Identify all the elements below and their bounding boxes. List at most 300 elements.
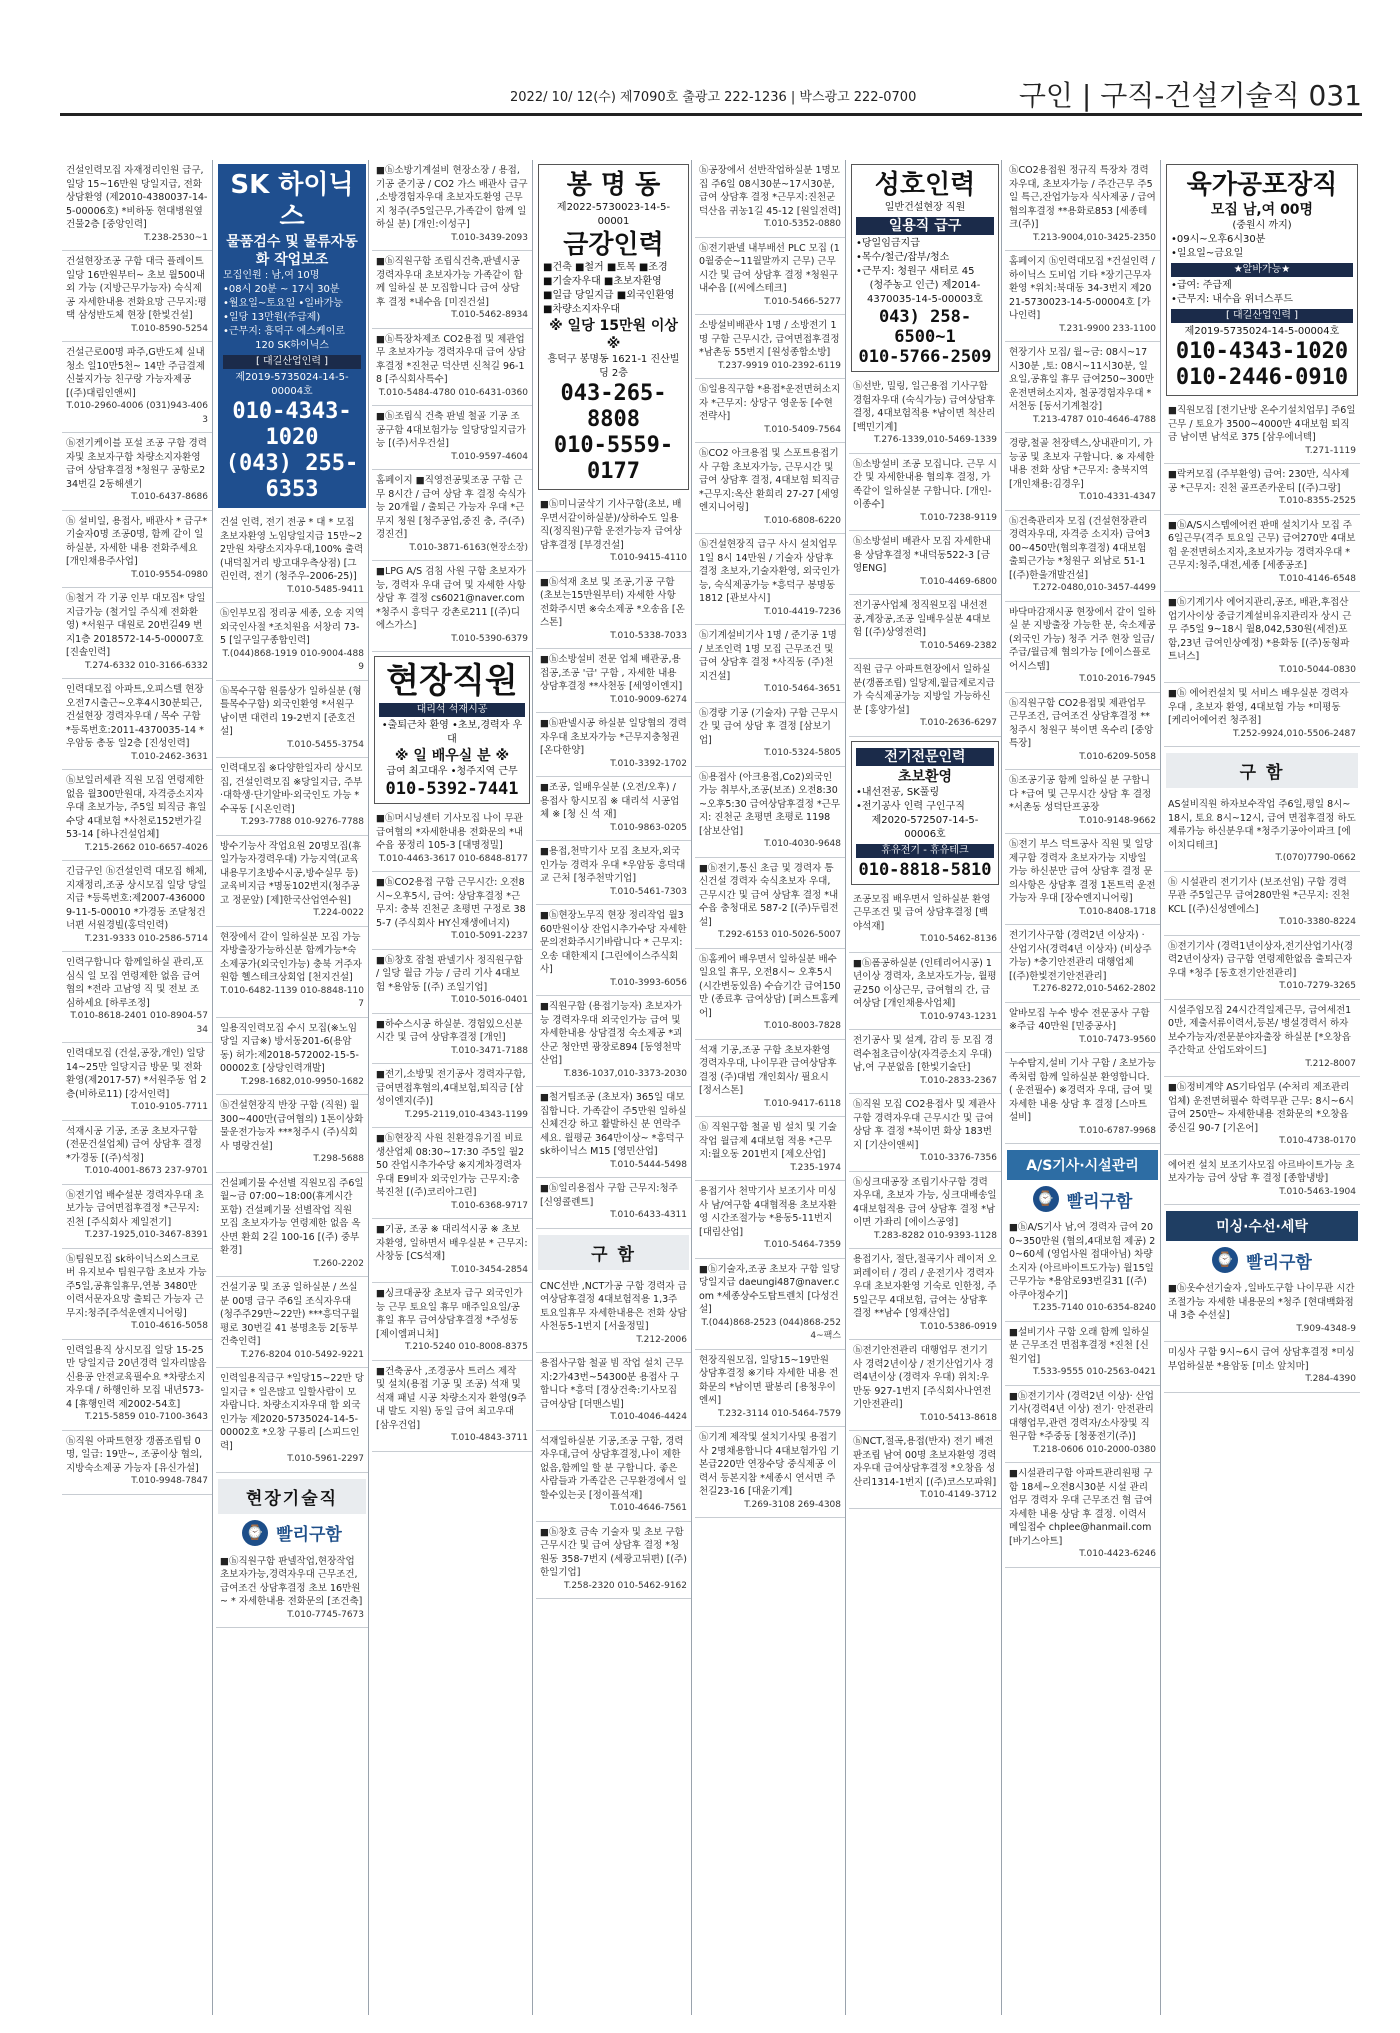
ad-phone: T.010-5455-3754 xyxy=(287,739,364,750)
ad-phone: T.010-8408-1718 xyxy=(1079,906,1156,917)
section-job-wanted: 구 함 xyxy=(1166,753,1358,788)
ad-text: ⓗ전기기사 (경력1년이상자,전기산업기사(경력2년이상자) 급구함 연령제한없음 출퇴근자우대 *청주 [동호전기안전관리] xyxy=(1168,940,1354,979)
classified-ad xyxy=(1005,1217,1160,1322)
ad-phone: T.010-3454-2854 xyxy=(451,1264,528,1275)
classified-ad xyxy=(62,770,212,861)
sk-line: •근무지: 흥덕구 에스케이로 xyxy=(223,326,345,337)
classified-ad xyxy=(695,160,845,238)
ad-phone: T.010-7745-7673 xyxy=(287,1609,364,1620)
classified-ad xyxy=(372,1014,532,1065)
ygp-phone-1: 010-4343-1020 xyxy=(1175,339,1349,364)
ad-phone: T.235-1974 xyxy=(790,1162,841,1173)
ygp-line: (중원시 까지) xyxy=(1232,220,1292,231)
classified-ad xyxy=(372,1361,532,1452)
classified-ad xyxy=(695,1350,845,1428)
seongho-line: •근무지: 청원구 새터로 45 xyxy=(856,266,975,277)
ad-text: ■ⓗ현장직 사원 친환경유기질 비료생산업체 08:30~17:30 주5일 월250 잔업시추가수당 ※지게차경력자우대 E9비자 외국인가능 근무지:충북진천 [(주)코리아그린] xyxy=(376,1133,525,1198)
ad-phone: T.271-1119 xyxy=(1305,445,1356,456)
ad-text: 소방설비배관사 1명 / 소방전기 1명 구함 근무시간, 급여면접후결정 *남촌동 55번지 [원성종합소방] xyxy=(699,320,840,358)
ad-phone: T.010-5469-2382 xyxy=(920,640,997,651)
sk-agency: [ 대길산업인력 ] xyxy=(223,355,361,369)
ad-phone: T.010-8355-2525 xyxy=(1279,496,1356,506)
ad-phone: T.010-5409-7564 xyxy=(764,424,841,435)
classified-ad xyxy=(695,703,845,767)
classified-ad xyxy=(1005,160,1160,251)
ad-text: ■ⓗ전기,통신 초급 및 경력자 통신건설 경력자 숙식초보자 우대, 근무시간 및 급여 상담후 결정 *내수읍 충청대로 587-2 [(주)두림전설] xyxy=(699,862,839,928)
ad-text: 인력대모집 (건설,공장,개인) 일당14~25만 일당지급 방문 및 전화 환영(제2017-57) *서원주동 업 2층(비하로11) [강서인력] xyxy=(66,1048,207,1100)
ad-text: ■ⓗ기술자,조공 초보자 구함 일당 당일지급 daeungi487@naver.com *세종상수도탑트렌치 [다성건설] xyxy=(699,1263,840,1315)
ad-phone: T.010-9105-7711 xyxy=(131,1102,208,1112)
ad-phone: T.295-2119,010-4343-1199 xyxy=(405,1109,528,1120)
ad-text: ⓗ건설현장직 급구 사시 설치업무 1일 8시 14만원 / 기술자 상담후결정 초보자,기술자환영, 외국인가능, 숙식제공가능 *흥덕구 봉명동 1812 [관보사시] xyxy=(699,539,840,604)
ad-phone: T.010-9148-9662 xyxy=(1079,815,1156,826)
ad-phone: T.010-4646-7561 xyxy=(610,1503,687,1513)
ad-text: ■용접,천막기사 모집 초보자,외국인가능 경력자 우대 *우암동 흥덕대교 근처 [청주천막기업] xyxy=(540,846,686,884)
bmd-phone-1: 043-265-8808 xyxy=(560,381,667,432)
ad-text: ⓗ전기 부스 덕트공사 직원 및 일당제구함 경력자 초보자가능 지방일 가능 하신분만 급여 상담후 결정 문의사항은 상담후 결정 1톤트럭 운전가능자 우대 [장수엔지니어링] xyxy=(1009,839,1156,904)
ad-text: 석재일하실분 기공,조공 구함, 경력자우대,급여 상담후결정,나이 제한없음,함께일 할 분 구합니다. 좋은 사람들과 가족같은 근무환경에서 일 할수있는곳 [정이플석재] xyxy=(540,1435,687,1501)
ad-text: ⓗ전기안전관리 대행업무 전기기사 경력2년이상 / 전기산업기사 경력4년이상 (경력자 우대) 위치:우만동 927-1번지 [주식회사나연전기안전관리] xyxy=(853,1345,994,1410)
ygp-brand: 육가공포장직 xyxy=(1186,170,1338,200)
classified-ad xyxy=(62,1431,212,1495)
ad-text: 현장직원모집, 일당15~19만원 상담후결정 ※기타 자세한 내용 전화문의 *남이면 팔봉리 [용청우이엔씨] xyxy=(699,1354,839,1406)
classified-ad xyxy=(849,1094,1001,1172)
elec-reg: 제2020-572507-14-5-00006호 xyxy=(871,814,979,840)
ad-text: ⓗ건설현장직 반장 구함 (직원) 월300~400만(급여협의) 1톤이상화물운전가능자 ***청주시 (주)식회사 명랑건설] xyxy=(220,1100,364,1152)
classified-ad xyxy=(372,1219,532,1283)
ad-phone: T.276-8272,010-5462-2802 xyxy=(1033,984,1156,994)
sk-line: •월요일~토요일 •일바가능 xyxy=(223,298,343,309)
ad-phone: T.010-5464-3651 xyxy=(764,684,841,694)
ad-phone: T.010-3439-2093 xyxy=(451,232,528,243)
ad-text: ■하수스시공 하실분. 경험있으신분 시간 및 급여 상담후결정 [개인] xyxy=(376,1018,523,1043)
sk-line: •08시 20분 ~ 17시 30분 xyxy=(223,284,340,295)
classified-ad xyxy=(1164,1077,1360,1155)
ad-phone: T.010-2462-3631 xyxy=(131,751,208,762)
ad-phone: T.218-0606 010-2000-0380 xyxy=(1033,1444,1156,1455)
ad-text: 전기공사 및 설계, 감리 등 모집 경력수첩초급이상(자격증소지 우대) 남,여 구분없음 [한빛기술단] xyxy=(853,1035,994,1073)
classified-ad xyxy=(1164,1155,1360,1206)
ad-text: 바닥마감재시공 현장에서 같이 일하실 분 지방출장 가능한 분, 숙소제공 (외국인 가능) 청주 거주 현장 일급/주급/월급제 협의가능 [에이스플로어시스템] xyxy=(1009,606,1156,672)
hurry-icon: ⌚ xyxy=(1033,1186,1059,1212)
classified-ad xyxy=(1005,342,1160,433)
ad-phone: T.010-4046-4424 xyxy=(610,1412,687,1422)
ad-text: ■ⓗ머시닝센터 기사모집 나이 무관 급여협의 *자세한내용 전화문의 *내수읍 풍정리 105-3 [대명정밀] xyxy=(376,813,524,851)
ad-text: 일용직인력모집 수시 모집(※노임당일 지급※) 방서동201-6(용암동) 허가:제2018-572002-15-5-00002호 [상당인력개발] xyxy=(220,1022,359,1074)
ad-phone: T.010-6433-4311 xyxy=(610,1210,687,1220)
ad-text: 건설인력모집 자재정리인원 급구, 일당 15~16만원 당일지급, 전화상담환영 (제2010-4380037-14-5-00006호) *비하동 현대병원옆 건물2층 [중앙인력] xyxy=(66,165,208,230)
ad-phone: T.274-6332 010-3166-6332 xyxy=(85,660,208,671)
ad-phone: T.010-6437-8686 xyxy=(131,492,208,502)
ad-phone: T.237-1925,010-3467-8391 xyxy=(85,1230,208,1240)
ad-text: ⓗ소방설비 조공 모집니다. 근무 시간 및 자세한내용 협의후 결정, 가족같이 일하실분 구합니다. [개인-이종수] xyxy=(853,458,997,510)
ad-text: ■ⓗ직원구함 판넬작업,현장작업 초보자가능,경력자우대 근무조건,급여조건 상담후결정 초보 16만원~ * 자세한내용 전화문의 [조건축] xyxy=(220,1555,363,1607)
ad-text: ⓗ직원구함 CO2용접및 제관업무 근무조건, 급여조건 상담후결정 ** 청주시 청원구 북이면 옥수리 [중앙특장] xyxy=(1009,697,1154,749)
ad-phone: T.010-5016-0401 xyxy=(451,995,528,1005)
classified-ad xyxy=(536,1431,691,1522)
ad-phone: T.(070)7790-0662 xyxy=(1275,853,1356,863)
ad-phone: T.010-4331-4347 xyxy=(1079,492,1156,502)
classified-ad xyxy=(695,379,845,443)
classified-ad xyxy=(62,679,212,770)
bmd-line: ■건축 ■철거 ■토목 ■조경 xyxy=(543,262,668,273)
classified-ad xyxy=(1164,592,1360,683)
ygp-line: •일요일~금요일 xyxy=(1171,248,1244,259)
ad-phone: T.010-5464-7359 xyxy=(764,1240,841,1250)
ad-phone: T.010-5444-5498 xyxy=(610,1159,687,1170)
bmd-line: ■차량소지자우대 xyxy=(543,304,621,315)
ad-text: ■직원구함 (용접기능자) 초보자가능 경력자우대 외국인가능 급여 및 자세한내용 상담결정 숙소제공 *괴산군 청안면 광장로894 [동영천막산업] xyxy=(540,1001,683,1066)
sk-line: 120 SK하이닉스 xyxy=(255,340,329,351)
ad-text: 인력구합니다 함께일하실 관리,포심식 일 모집 연령제한 없음 급여협의 *전라 고남영 직 및 전보 조심하세요 [하루조정] xyxy=(66,957,204,1009)
classified-ad xyxy=(372,160,532,251)
ad-phone: T.293-7788 010-9276-7788 xyxy=(241,817,364,827)
ad-text: CNC선반 ,NCT가공 구함 경력자 급여상담후결정 4대보험적용 1,3주 토요일휴무 자세한내용은 전화 상담 사천동5-1번지 [서울정밀] xyxy=(540,1280,687,1332)
ad-phone: T.010-6482-1139 010-8848-1107 xyxy=(220,985,364,1009)
ad-phone: T.010-5324-5805 xyxy=(764,748,841,758)
classified-ad xyxy=(1005,834,1160,925)
ad-text: ■ⓗ일리용접사 구함 근무지:청주 [신영콜렌트] xyxy=(540,1183,678,1208)
ad-phone: T.010-8003-7828 xyxy=(764,1021,841,1031)
ad-text: ■ⓗA/S시스템에어컨 판매 설치기사 모집 주6일근무(격주 토요일 근무) 급여270만 4대보험 운전면허소지자,초보자가능 경력자우대 *근무지:청주,대전,세종 [세종공조] xyxy=(1168,519,1356,571)
site-staff-title: 현장직원 xyxy=(386,661,518,701)
sk-reg: 제2019-5735024-14-5-00004호 xyxy=(235,372,349,397)
ad-text: ⓗ전기케이블 포설 조공 구함 경력자및 초보자구함 차량소지자환영 급여 상담후결정 *청원구 공항로234번길 2동해센기 xyxy=(66,438,207,490)
classified-ad xyxy=(695,625,845,703)
ad-phone: T.231-9900 233-1100 xyxy=(1059,323,1156,334)
ad-phone: T.260-2202 xyxy=(313,1258,364,1269)
classified-ad xyxy=(372,872,532,950)
ad-phone: T.238-2530~1 xyxy=(144,232,208,243)
classified-ad xyxy=(1005,1386,1160,1464)
ad-phone: T.010-8618-2401 010-8904-5734 xyxy=(70,1011,208,1035)
classified-ad xyxy=(695,1117,845,1181)
ad-phone: T.010-3871-6163(현장소장) xyxy=(409,542,528,553)
classified-ad xyxy=(62,433,212,511)
ad-phone: T.010-4738-0170 xyxy=(1279,1136,1356,1146)
ad-phone: T.010-7473-9560 xyxy=(1079,1034,1156,1045)
elec-brand: 휴유전기 - 휴유테크 xyxy=(856,844,994,858)
ad-phone: T.272-0480,010-3457-4499 xyxy=(1033,583,1156,593)
classified-ad xyxy=(1164,515,1360,593)
ad-text: ⓗ전기업 배수설분 경력자우대 초보가능 급여면접후결정 *근무지:진천 [주식회사 제일전기] xyxy=(66,1189,204,1228)
ad-phone: T.533-9555 010-2563-0421 xyxy=(1033,1367,1156,1377)
classified-ad xyxy=(849,889,1001,953)
ad-phone: T.283-8282 010-9393-1128 xyxy=(874,1230,997,1241)
ad-text: ■ⓗA/S기사 남,여 경력자 급여 200~350만원 (협의,4대보험 제공) 20~60세 (영업사원 접대아님) 차량소지자 (아르바이트도가능) 월15일 근무가능 *용암로93번길31 [(주)아쿠아정수기] xyxy=(1009,1222,1156,1301)
seongho-line: •목수/철근/잡부/청소 xyxy=(856,252,950,263)
classified-ad xyxy=(536,841,691,905)
classified-ad xyxy=(62,1043,212,1121)
classified-ad xyxy=(62,251,212,342)
ad-text: 건설현장조공 구함 대극 플레이트 일당 16만원부터~ 초보 월500내외 가능 (지방근무가능자) 숙식제공 자세한내용 전화요망 근무지:평택 삼성반도체 현장 [한빛건설] xyxy=(66,256,207,321)
sk-hynix-box-ad xyxy=(218,164,366,508)
ad-text: ■전기,소방및 전기공사 경력자구함, 급여면접후협의,4대보험,퇴직금 [삼성이엔지(주)] xyxy=(376,1069,526,1107)
ygp-agency: [ 대길산업인력 ] xyxy=(1171,309,1353,323)
site-staff-line: •초보,경력자 우대 xyxy=(447,720,523,745)
ad-phone: T.010-3380-8224 xyxy=(1279,917,1356,927)
ad-text: 용접기사 천막기사 보조기사 미싱사 남/여구함 4대협적용 초보자환영 시간조절가능 *용동5-11번지 [대림산업] xyxy=(699,1186,837,1238)
ad-text: ⓗ홈케어 배우면서 일하실분 배수 일요일 휴무, 오전8시~ 오후5시(시간변동있음) 수습기간 급여150만 (종료후 급여상담) [퍼스트홈케어] xyxy=(699,953,841,1019)
ad-text: 석재시공 기공, 조공 초보자구함 (전문건설업체) 급여 상담후 결정 *가경동 [(주)석정] xyxy=(66,1125,202,1164)
ad-text: ■ⓗ소방기계설비 현장소장 / 용접,기공 준기공 / CO2 가스 배관사 급구 ,소방경험자우대 초보자도환영 근무지 청주(주5일근무,가족같이 함께 일하실 분) [개인:이성구] xyxy=(376,165,528,230)
classified-ad xyxy=(372,406,532,470)
seongho-brand: 성호인력 xyxy=(874,170,976,200)
classified-ad xyxy=(62,588,212,679)
classified-ad xyxy=(695,1259,845,1350)
bmd-line: ■기술자우대 ■초보자환영 xyxy=(543,276,662,287)
ad-phone: T.298-1682,010-9950-1682 xyxy=(241,1076,364,1087)
ad-text: ⓗ보일러세관 직원 모집 연령제한없음 월300만원대, 자격증소지자우대 초보가능, 주5일 퇴직금 휴일수당 4대보험 *사천로152번가길 53-14 [하나건설업체] xyxy=(66,775,207,840)
ad-text: ⓗ기계설비기사 1명 / 준기공 1명 / 보조인력 1명 모집 근무조건 및 급여 상담후 결정 *사직동 (주)천지건설] xyxy=(699,630,837,682)
ad-phone: T.215-5859 010-7100-3643 xyxy=(85,1412,208,1422)
ad-phone: T.010-5352-0880 xyxy=(764,219,841,229)
ad-text: ■건축공사 ,조경공사 트러스 제작 및 설치(용접 기공 및 조공) 석재 및 석재 패널 시공 차량소지자 환영(9주내 발도 지원) 동일 급여 최고우대 [삼우건업] xyxy=(376,1365,527,1431)
seongho-sub: 일반건설현장 직원 xyxy=(884,202,966,213)
ad-text: ■ⓗ조립식 건축 판넬 철골 기공 조공구함 4대보험가능 일당당일지급가능 [(주)서우건설] xyxy=(376,411,526,449)
classified-ad xyxy=(695,443,845,534)
ad-text: ■기공, 조공 ※ 대리석시공 ※ 초보자환영, 일하면서 배우실분 * 근무지: 사창동 [CS석재] xyxy=(376,1224,528,1262)
classified-ad xyxy=(849,659,1001,737)
ad-text: ■ⓗ판넬시공 하실분 일당협의 경력자우대 초보자가능 *근무지충청권 [온다한양] xyxy=(540,718,687,756)
ad-text: 용접사구함 철골 빔 작업 설치 근무지:2가43번~54300분 용접사 구합니다 *흥덕 [경상건축:기사모집 급여상담 [더맨스빌] xyxy=(540,1358,684,1410)
ad-text: ⓗ건축관리자 모집 (건설현장관리 경력자우대, 자격증 소지자) 급여300~450만(협의후결정) 4대보험 출퇴근가능 *청원구 외남로 51-1 [(주)한울개발건설] xyxy=(1009,515,1151,581)
ad-text: 조공모집 배우면서 일하실분 환영 근무조건 및 급여 상담후결정 [백야석재] xyxy=(853,893,991,932)
ad-text: ■ⓗ기계기사 에어지관리,공조, 배관,후접산업기사이상 중급기계설비유지관리자 상시 근무 주5일 9~18시 월8,042,530원(세전)포함,23년 급여인상예정) *용화동 [(주)동형파트너스] xyxy=(1168,597,1352,662)
ad-phone: T.010-5462-8934 xyxy=(451,310,528,320)
ad-text: ⓗ 시설관리 전기기사 (보조선임) 구함 경력무관 주5일근무 급여280만원 *근무지: 진천 KCL [(주)신성엔에스] xyxy=(1168,876,1350,915)
section-tech-jobs: 현장기술직 xyxy=(218,1479,366,1514)
ad-phone: T.010-9743-1231 xyxy=(920,1011,997,1022)
ad-text: ■ⓗ 에어컨설치 및 서비스 배우실분 경력자우대 , 초보자 환영, 4대보험 가능 *미평동 [케리어에어컨 청주점] xyxy=(1168,688,1349,726)
classified-ad xyxy=(1164,1000,1360,1078)
classified-ad xyxy=(1005,251,1160,342)
classified-ad xyxy=(1005,925,1160,1003)
ad-text: 직원 급구 아파트현장에서 일하실분(갱폼조립) 일당제,월급제로지급가 숙식제공가능 지방일 가능하신분 [홍양가설] xyxy=(853,664,995,716)
classified-ad xyxy=(849,454,1001,532)
ad-text: 시설주임모집 24시간격일제근무, 급여세전10만, 제출서류이력서,등본/ 병설경력서 하자보수가능자/전문분야자출장 하실분 [*오창읍 주간학교 산업도와이드] xyxy=(1168,1004,1352,1056)
ad-phone: T.215-2662 010-6657-4026 xyxy=(85,842,208,853)
ad-phone: T.010-6368-9717 xyxy=(451,1200,528,1211)
ad-text: 인력대모집 ※다양한일자리 상시모집, 건설인력모집 ※당일지급, 주부·대학생·단기알바·외국인도 가능 *수곡동 [시온인력] xyxy=(220,763,363,815)
classified-ad xyxy=(849,376,1001,454)
classified-ad xyxy=(1164,400,1360,464)
classified-ad xyxy=(1005,1463,1160,1568)
ad-text: ■철거팀조공 (초보자) 365일 대모집합니다. 가족같이 주5만원 일하실 신체건강 하고 활발하신 분 연락주세요. 월평균 364만이상~ *흥덕구 sk하이닉스 M15 [영민산업] xyxy=(540,1092,687,1157)
classified-ad xyxy=(1005,511,1160,602)
column-5 xyxy=(695,160,846,2015)
classified-ad xyxy=(849,531,1001,595)
ygp-line: 모집 남,여 00명 xyxy=(1210,202,1314,218)
ad-phone: T.010-3392-1702 xyxy=(610,758,687,769)
ad-phone: T.010-6787-9968 xyxy=(1079,1125,1156,1136)
seongho-line: (청주농고 인근) xyxy=(869,280,939,291)
classified-ad xyxy=(536,713,691,777)
ad-phone: T.010-9554-0980 xyxy=(131,569,208,580)
ad-phone: T.010-5961-2297 xyxy=(287,1454,364,1464)
classified-ad xyxy=(695,1040,845,1118)
classified-ad xyxy=(695,949,845,1040)
seongho-box-ad xyxy=(851,164,999,372)
column-2 xyxy=(216,160,369,2015)
ad-text: 인력대모집 아파트,오피스텔 현장 오전7시출근~오후4시30분퇴근, 건설현장 경력자우대 / 목수 구함 *등록번호:2011-4370035-14 *우암동 총동 일2층 [진성인력] xyxy=(66,684,204,749)
ad-text: ⓗ철거 각 기공 인부 대모집* 당일지급가능 (철거일 주식제 전화환영) *서원구 대원로 20번길49 번지1층 2018572-14-5-00007호 [진솔인력] xyxy=(66,593,206,658)
ad-text: 인력일용직급구 *일당15~22만 당일지급 * 일은많고 일할사람이 모자랍니다. 차량소지자우대 합 외국인가능 제2020-5735024-14-5-00002호 *오창 구룡리 [스피드인력] xyxy=(220,1373,364,1452)
classified-ad xyxy=(695,534,845,625)
classified-ad xyxy=(849,953,1001,1031)
classified-ad xyxy=(1164,683,1360,747)
ad-text: 에어컨 설치 보조기사모집 아르바이트가능 초보자가능 급여 상담 후 결정 [종합냉방] xyxy=(1168,1159,1355,1184)
classified-ad xyxy=(372,808,532,872)
ygp-line: •급여: 주급제 xyxy=(1171,280,1232,291)
ad-text: ⓗ조공기공 함께 일하실 분 구합니다 *급여 및 근무시간 상담 후 결정 *서촌동 성덕단프공장 xyxy=(1009,775,1152,813)
classified-ad xyxy=(216,1018,368,1096)
ad-text: ■ⓗ폼공하실분 (인테리어시공) 1년이상 경력자, 초보자도가능, 월평균250 이상근무, 급여협의 간, 급여상담 [개인채용사업체] xyxy=(853,957,997,1009)
section-job-wanted: 구 함 xyxy=(538,1235,689,1270)
ad-text: ■ⓗ창호 금속 기술자 및 초보 구함 근무시간 및 급여 상담후 결정 *청원동 358-7번지 (세광고뒤편) [(주)한일기업] xyxy=(540,1526,687,1578)
ad-phone: T.010-9009-6274 xyxy=(610,694,687,705)
ygp-line: •근무지: 내수읍 위너스푸드 xyxy=(1171,294,1293,305)
classified-ad xyxy=(536,1353,691,1431)
seongho-phone-1: 043) 258-6500~1 xyxy=(878,307,972,347)
classified-ad xyxy=(1005,433,1160,511)
classified-ad xyxy=(536,1087,691,1178)
ad-phone: T.010-4001-8673 237-9701 xyxy=(85,1166,208,1176)
ygp-phone-2: 010-2446-0910 xyxy=(1175,365,1349,390)
classified-ad xyxy=(62,1340,212,1431)
ad-text: ⓗNCT,절곡,용접(반자) 전기 배전판조립 남여 00명 초보자환영 경력자우대 급여상담후결정 *오창읍 성산리1314-1번지 [(주)코스모파워] xyxy=(853,1436,997,1488)
ad-phone: T.010-3993-6056 xyxy=(610,977,687,988)
ad-text: ⓗ인부모집 정리공 세종, 오송 지역 외국인사절 *조치원읍 서창리 73-5 [일구일구종합인력] xyxy=(220,608,364,646)
bmd-phone-2: 010-5559-0177 xyxy=(553,433,674,484)
seongho-phone-2: 010-5766-2509 xyxy=(858,347,992,367)
ad-phone: T.010-5338-7033 xyxy=(610,630,687,641)
classified-ad xyxy=(536,1522,691,1600)
classified-ad xyxy=(695,858,845,949)
classified-ad xyxy=(62,861,212,952)
classified-ad xyxy=(536,905,691,996)
ad-text: ⓗ 설비일, 용접사, 배관사 * 급구* 기술자0명 조공0명, 함께 같이 일하실분, 자세한 내용 전화주세요 [개인채용주사업] xyxy=(66,515,208,567)
column-4 xyxy=(536,160,692,2015)
site-staff-line: •출퇴근차 환영 xyxy=(381,720,449,731)
ad-phone: T.292-6153 010-5026-5007 xyxy=(718,930,841,940)
classified-ad xyxy=(695,315,845,379)
classified-ad xyxy=(695,767,845,858)
seongho-line: •당일임금지급 xyxy=(856,238,920,249)
ad-phone: T.010-4616-5058 xyxy=(131,1321,208,1331)
ad-text: 현장기사 모집/ 월~금: 08시~17시30분 ,토: 08시~11시30분, 일요일,공휴일 휴무 급여250~300만 운전면허소지자, 철공경험자우대 *서천동 [동서기계철강] xyxy=(1009,347,1155,412)
classified-ad xyxy=(1164,936,1360,1000)
urgent-hire-banner xyxy=(1007,1186,1158,1212)
classified-ad xyxy=(849,595,1001,659)
ad-phone: T.010-2636-6297 xyxy=(920,718,997,728)
classified-ad xyxy=(695,1181,845,1259)
ad-phone: T.010-4149-3712 xyxy=(920,1490,997,1500)
ad-text: ⓗ기계 제작및 설치기사및 용접기사 2명채용합니다 4대보험가입 기본급220만 연장수당 중식제공 이력서 등본지참 *세종시 연서면 주천길23-16 [대윤기계] xyxy=(699,1432,840,1497)
column-6 xyxy=(849,160,1002,2015)
ad-text: 미싱사 구함 9시~6시 급여 상담후결정 *미싱부업하실분 *용암동 [미소 앞치마] xyxy=(1168,1347,1355,1372)
classified-ad xyxy=(372,251,532,329)
classified-ad xyxy=(372,470,532,561)
classified-ad xyxy=(695,1427,845,1518)
ad-phone: T.010-5484-4780 010-6431-0360 xyxy=(378,387,528,398)
seongho-reg: 제2014-4370035-14-5-00003호 xyxy=(867,280,983,305)
classified-ad xyxy=(1005,1003,1160,1054)
ad-phone: T.010-5386-0919 xyxy=(920,1321,997,1332)
issue-info: 2022/ 10/ 12(수) 제7090호 출광고 222-1236 | 박스광고 222-0700 xyxy=(510,90,917,105)
bongmyeong-box-ad xyxy=(538,164,689,490)
ad-text: 건설근로00명 파주,G반도체 실내청소 일10만5천~ 14만 주급결제 신불지가능 친구랑 가능자제공 [(주)대림인앤씨] xyxy=(66,347,206,399)
sk-sub: 물품검수 및 물류자동화 작업보조 xyxy=(226,234,358,268)
classified-ad xyxy=(849,1340,1001,1431)
ad-phone: T.213-4787 010-4646-4788 xyxy=(1033,414,1156,425)
ad-text: ■LPG A/S 검침 사원 구함 초보자가능, 경력자 우대 급여 및 자세한 사항 상담 후 결정 cs6021@naver.com *청주시 흥덕구 강촌로211 [(주)디에스가스] xyxy=(376,566,526,631)
classified-ad xyxy=(62,1185,212,1249)
ad-text: 홈페이지 ⓗ인력대모집 *건설인력 / 하이닉스 도비업 기타 *장기근무자 환영 *위치:북대동 34-3번지 제2021-5730023-14-5-00004호 [가나인력] xyxy=(1009,256,1155,321)
classified-ad xyxy=(372,329,532,407)
ad-text: ■ⓗ특장차제조 CO2용접 및 제관업무 초보자가능 경력자우대 급여 상담후결정 *진천군 덕산면 신척길 96-18 [주식회사특수] xyxy=(376,333,526,385)
classified-ad xyxy=(216,1368,368,1473)
classified-ad xyxy=(216,681,368,759)
ad-text: 건설 인력, 전기 전공 * 대 * 모집 초보자환영 노임당일지급 15만~22만원 차량소지자우대,100% 출력 (내덕칠거리 방고대우측상점) [그린인력, 전기 (청주우-2006-25)] xyxy=(220,517,364,582)
ad-text: ⓗ 직원구함 철골 빔 설치 및 기술작업 월급제 4대보험 적용 *근무지:월오동 201번지 [제오산업] xyxy=(699,1122,837,1160)
classified-ad xyxy=(62,160,212,251)
classified-ad xyxy=(1164,1342,1360,1393)
classified-ad xyxy=(1164,1278,1360,1342)
meat-packing-box-ad xyxy=(1166,164,1358,396)
classified-ad xyxy=(849,1030,1001,1094)
ad-text: ■ⓗ현장노무직 현장 정리작업 월360만원이상 잔업시추가수당 자세한문의전화주시기바랍니다 * 근무지: 오송 대한제지 [그린에이스주식회사] xyxy=(540,910,687,975)
ad-phone: T.010-5044-0830 xyxy=(1279,664,1356,675)
elec-phone: 010-8818-5810 xyxy=(858,859,992,880)
sk-phone-1: 010-4343-1020 xyxy=(232,399,352,450)
classified-ad xyxy=(62,952,212,1043)
ad-text: 건설기공 및 조공 일하실분 / 쓰실분 00명 급구 주6일 조식자우대 (청주주29만~22만) ***흥덕구월평로 30번길 41 봉명초등 2[동부건축인력] xyxy=(220,1282,360,1347)
ad-phone: T.010-5466-5277 xyxy=(764,296,841,307)
ad-phone: T.010-5461-7303 xyxy=(610,886,687,897)
classified-ad xyxy=(536,777,691,841)
ad-text: 건설폐기물 수선별 직원모집 주6일 월~금 07:00~18:00(휴게시간 포함) 건설폐기물 선별작업 직원 모집 초보자가능 연령제한 없음 옥산면 환희 2길 100-16 [(주) 중부환경] xyxy=(220,1177,364,1256)
classified-ad xyxy=(1005,1053,1160,1144)
bmd-address: 흥덕구 봉명동 1621-1 진산빌딩 2층 xyxy=(547,354,680,379)
classified-ad xyxy=(1164,464,1360,515)
column-3 xyxy=(372,160,533,2015)
ad-phone: T.010-5413-8618 xyxy=(920,1412,997,1423)
classified-ad xyxy=(372,950,532,1014)
classified-ad xyxy=(216,603,368,681)
hurry-icon: ⌚ xyxy=(242,1520,268,1546)
ad-text: ■ⓗ소방설비 전문 업체 배관공,용접공,조공 '급' 구함 , 자세한 내용 상담후결정 **사천동 [세영이엔지] xyxy=(540,654,683,692)
ad-phone: T.010-5463-1904 xyxy=(1279,1186,1356,1197)
ad-text: ■ⓗ창호 잡철 판넬기사 정직원구함 / 일당 월급 가능 / 금리 기사 4대보험 *용암동 [(주) 조일기업] xyxy=(376,954,523,993)
classified-ad xyxy=(216,836,368,927)
ad-text: ⓗ소방설비 배관사 모집 자세한내용 상담후결정 *내덕동522-3 [금영ENG] xyxy=(853,536,991,574)
classified-ad xyxy=(1005,770,1160,834)
site-staff-phone: 010-5392-7441 xyxy=(385,779,519,799)
column-1 xyxy=(62,160,213,2015)
elec-sub: 초보환영 xyxy=(897,768,953,785)
ad-text: 석재 기공,조공 구함 초보자환영 경력자우대, 나이무관 급여상담후 결정 (주)대법 개인회사/ 필요시 [정서스톤] xyxy=(699,1044,837,1096)
ad-phone: T.237-9919 010-2392-6119 xyxy=(718,360,841,371)
site-staff-sub: 대리석 석재시공 xyxy=(379,703,525,717)
classified-ad xyxy=(372,561,532,652)
classified-ad xyxy=(536,649,691,713)
ad-phone: T.836-1037,010-3373-2030 xyxy=(564,1068,687,1079)
ad-text: ■싱크대공장 초보자 급구 외국인가능 근무 토요일 휴무 매주일요일/공휴일 휴무 급여상담후결정 *주성동 [제이엠퍼니처] xyxy=(376,1288,523,1340)
urgent-hire-label: 빨리구함 xyxy=(276,1525,342,1545)
ad-phone: T.010-4843-3711 xyxy=(451,1433,528,1443)
classified-ad xyxy=(216,758,368,836)
